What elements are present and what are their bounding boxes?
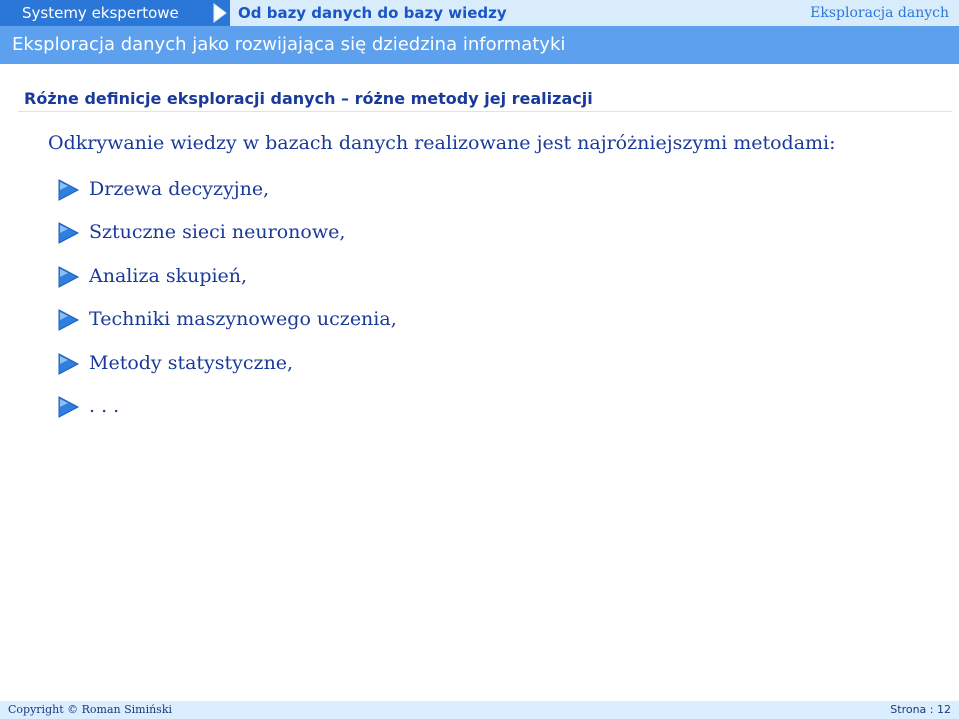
bullet-text: . . . [89, 394, 120, 417]
page-number: Strona : 12 [890, 703, 951, 716]
triangle-right-icon [56, 222, 80, 244]
nav-chapter-link[interactable]: Od bazy danych do bazy wiedzy [238, 4, 507, 22]
triangle-right-icon [56, 353, 80, 375]
slide-title-band [0, 26, 959, 64]
nav-chapter-bar [230, 0, 959, 26]
copyright-text: Copyright © Roman Simiński [8, 703, 173, 716]
triangle-right-icon [212, 3, 228, 23]
triangle-right-icon [56, 266, 80, 288]
slide-title: Eksploracja danych jako rozwijająca się dziedzina informatyki [12, 34, 566, 55]
nav-course-link[interactable] [0, 0, 230, 26]
bullet-text: Metody statystyczne, [89, 351, 294, 374]
top-navigation-bar [0, 0, 959, 26]
bullet-text: Analiza skupień, [89, 264, 248, 287]
footer-bar [0, 701, 959, 719]
triangle-right-icon [56, 179, 80, 201]
bullet-text: Techniki maszynowego uczenia, [89, 308, 397, 331]
triangle-right-icon [56, 309, 80, 331]
intro-text: Odkrywanie wiedzy w bazach danych realizowane jest najróżniejszymi metodami: [48, 132, 836, 154]
subtitle-divider [18, 111, 952, 112]
triangle-right-icon [56, 396, 80, 418]
nav-course-label: Systemy ekspertowe [22, 4, 179, 22]
bullet-text: Drzewa decyzyjne, [89, 178, 270, 200]
bullet-text: Sztuczne sieci neuronowe, [89, 221, 346, 244]
nav-section-link[interactable]: Eksploracja danych [810, 5, 949, 21]
slide-subtitle: Różne definicje eksploracji danych – różne metody jej realizacji [24, 89, 593, 108]
